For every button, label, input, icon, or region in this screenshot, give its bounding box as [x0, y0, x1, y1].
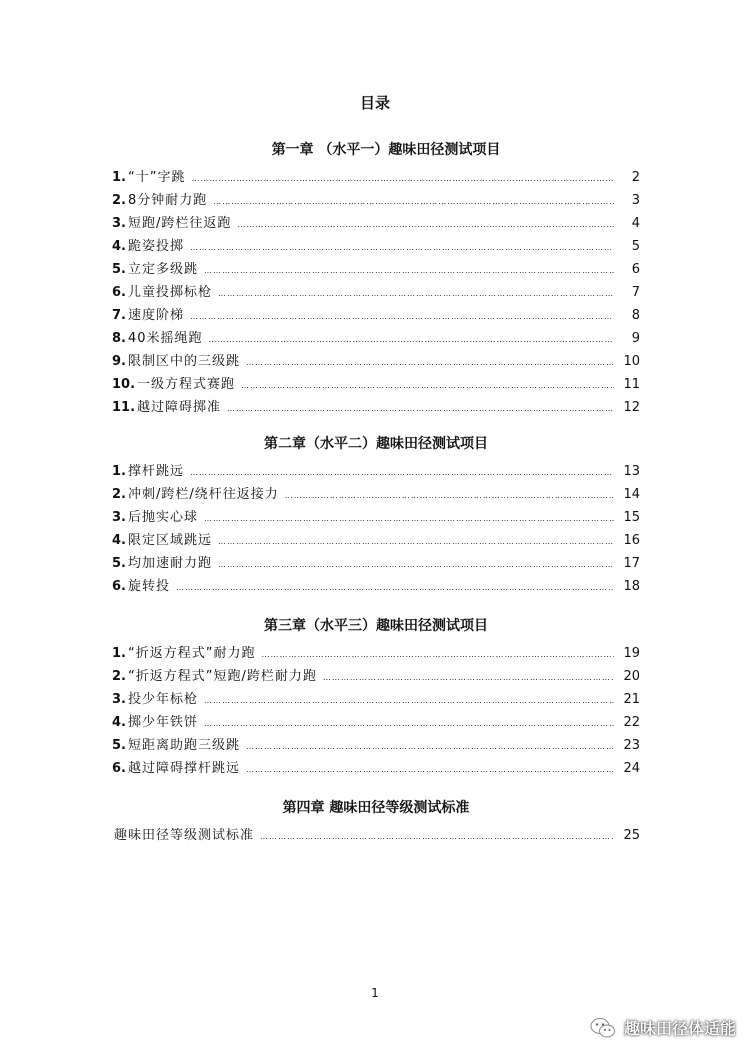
toc-entry[interactable] [112, 235, 640, 258]
toc-entry[interactable] [112, 711, 640, 734]
entry-label: 冲刺/跨栏/绕杆往返接力 [127, 487, 279, 502]
entry-page: 13 [623, 464, 640, 479]
entry-page: 23 [623, 738, 640, 753]
toc-entry[interactable] [112, 258, 640, 281]
entry-label: 掷少年铁饼 [127, 715, 198, 730]
toc-list [112, 642, 640, 780]
entry-label: “折返方程式”耐力跑 [127, 646, 256, 661]
dot-leader [323, 666, 614, 689]
chapter-heading: 第四章 趣味田径等级测试标准 [282, 800, 470, 816]
entry-number: 2. [112, 193, 126, 208]
entry-number: 11. [112, 400, 136, 415]
entry-label: 后抛实心球 [127, 510, 198, 525]
entry-number: 6. [112, 285, 126, 300]
entry-label: 跪姿投掷 [127, 239, 184, 254]
entry-number: 9. [112, 354, 126, 369]
entry-label: 8分钟耐力跑 [127, 193, 208, 208]
entry-label: 限制区中的三级跳 [127, 354, 240, 369]
entry-page: 12 [623, 400, 640, 415]
dot-leader [209, 328, 614, 351]
entry-label: 撑杆跳远 [127, 464, 184, 479]
entry-page: 16 [623, 533, 640, 548]
toc-entry[interactable] [112, 189, 640, 212]
entry-label: 越过障碍掷准 [137, 400, 222, 415]
entry-page: 17 [623, 556, 640, 571]
entry-number: 3. [112, 216, 126, 231]
entry-number: 6. [112, 761, 126, 776]
entry-number: 3. [112, 692, 126, 707]
watermark [590, 1016, 736, 1039]
entry-number: 1. [112, 646, 126, 661]
entry-page: 19 [623, 646, 640, 661]
dot-leader [176, 576, 614, 599]
entry-number: 8. [112, 331, 126, 346]
dot-leader [204, 689, 614, 712]
toc-entry[interactable] [112, 166, 640, 189]
entry-page: 4 [631, 216, 640, 231]
toc-title: 目录 [359, 94, 390, 112]
toc-entry[interactable] [112, 460, 640, 483]
toc-list [112, 824, 640, 847]
dot-leader [246, 351, 614, 374]
toc-entry[interactable] [112, 824, 640, 847]
toc-list [112, 460, 640, 598]
dot-leader [204, 712, 614, 735]
entry-number: 1. [112, 170, 126, 185]
toc-entry[interactable] [112, 529, 640, 552]
dot-leader [285, 484, 614, 507]
entry-label: 旋转投 [127, 579, 170, 594]
watermark-text: 趣味田径体适能 [623, 1019, 736, 1038]
toc-entry[interactable] [112, 483, 640, 506]
entry-page: 15 [623, 510, 640, 525]
dot-leader [204, 259, 614, 282]
entry-number: 2. [112, 487, 126, 502]
entry-label: 限定区域跳远 [127, 533, 212, 548]
toc-list [112, 166, 640, 419]
chapter-heading: 第三章（水平三）趣味田径测试项目 [264, 618, 488, 634]
entry-number: 5. [112, 556, 126, 571]
entry-page: 21 [623, 692, 640, 707]
toc-entry[interactable] [112, 350, 640, 373]
entry-number: 2. [112, 669, 126, 684]
entry-number: 4. [112, 239, 126, 254]
toc-entry[interactable] [112, 665, 640, 688]
entry-page: 6 [631, 262, 640, 277]
entry-page: 5 [631, 239, 640, 254]
chapter-heading: 第一章 （水平一）趣味田径测试项目 [271, 142, 501, 158]
entry-page: 7 [631, 285, 640, 300]
entry-number: 5. [112, 262, 126, 277]
entry-label: 均加速耐力跑 [127, 556, 212, 571]
entry-page: 8 [631, 308, 640, 323]
chapter-1 [112, 140, 640, 419]
chapter-4 [112, 798, 640, 847]
entry-page: 9 [631, 331, 640, 346]
entry-page: 24 [623, 761, 640, 776]
dot-leader [204, 507, 614, 530]
dot-leader [218, 530, 614, 553]
dot-leader [246, 758, 614, 781]
toc-entry[interactable] [112, 734, 640, 757]
entry-label: “折返方程式”短跑/跨栏耐力跑 [127, 669, 317, 684]
entry-number: 1. [112, 464, 126, 479]
chapter-3 [112, 616, 640, 780]
toc-entry[interactable] [112, 304, 640, 327]
entry-label: 40米摇绳跑 [127, 331, 203, 346]
entry-number: 10. [112, 377, 136, 392]
toc-entry[interactable] [112, 373, 640, 396]
wechat-icon [590, 1017, 616, 1039]
dot-leader [218, 553, 614, 576]
entry-number: 6. [112, 579, 126, 594]
dot-leader [218, 282, 614, 305]
entry-number: 3. [112, 510, 126, 525]
dot-leader [227, 397, 614, 420]
dot-leader [237, 213, 614, 236]
toc-entry[interactable] [112, 575, 640, 598]
dot-leader [191, 167, 614, 190]
dot-leader [260, 825, 614, 848]
dot-leader [261, 643, 614, 666]
toc-entry[interactable] [112, 552, 640, 575]
chapter-2 [112, 434, 640, 598]
entry-page: 11 [623, 377, 640, 392]
entry-page: 18 [623, 579, 640, 594]
entry-number: 4. [112, 715, 126, 730]
entry-label: 越过障碍撑杆跳远 [127, 761, 240, 776]
dot-leader [213, 190, 614, 213]
entry-number: 4. [112, 533, 126, 548]
entry-label: 儿童投掷标枪 [127, 285, 212, 300]
toc-entry[interactable] [112, 688, 640, 711]
entry-label: “十”字跳 [127, 170, 186, 185]
toc-entry[interactable] [112, 327, 640, 350]
entry-page: 14 [623, 487, 640, 502]
dot-leader [246, 735, 614, 758]
entry-page: 2 [631, 170, 640, 185]
page-number: 1 [371, 986, 379, 1000]
entry-page: 20 [623, 669, 640, 684]
entry-page: 22 [623, 715, 640, 730]
entry-page: 10 [623, 354, 640, 369]
dot-leader [190, 236, 614, 259]
entry-label: 投少年标枪 [127, 692, 198, 707]
entry-label: 立定多级跳 [127, 262, 198, 277]
chapter-heading: 第二章（水平二）趣味田径测试项目 [264, 436, 488, 452]
toc-entry[interactable] [112, 396, 640, 419]
toc-entry[interactable] [112, 212, 640, 235]
toc-entry[interactable] [112, 506, 640, 529]
entry-number: 5. [112, 738, 126, 753]
entry-label: 短跑/跨栏往返跑 [127, 216, 232, 231]
entry-label: 一级方程式赛跑 [137, 377, 236, 392]
dot-leader [190, 461, 614, 484]
dot-leader [241, 374, 614, 397]
toc-entry[interactable] [112, 642, 640, 665]
toc-entry[interactable] [112, 281, 640, 304]
dot-leader [190, 305, 614, 328]
entry-page: 25 [623, 828, 640, 843]
entry-label: 速度阶梯 [127, 308, 184, 323]
entry-number: 7. [112, 308, 126, 323]
entry-label: 趣味田径等级测试标准 [114, 828, 255, 843]
entry-page: 3 [631, 193, 640, 208]
toc-entry[interactable] [112, 757, 640, 780]
entry-label: 短距离助跑三级跳 [127, 738, 240, 753]
